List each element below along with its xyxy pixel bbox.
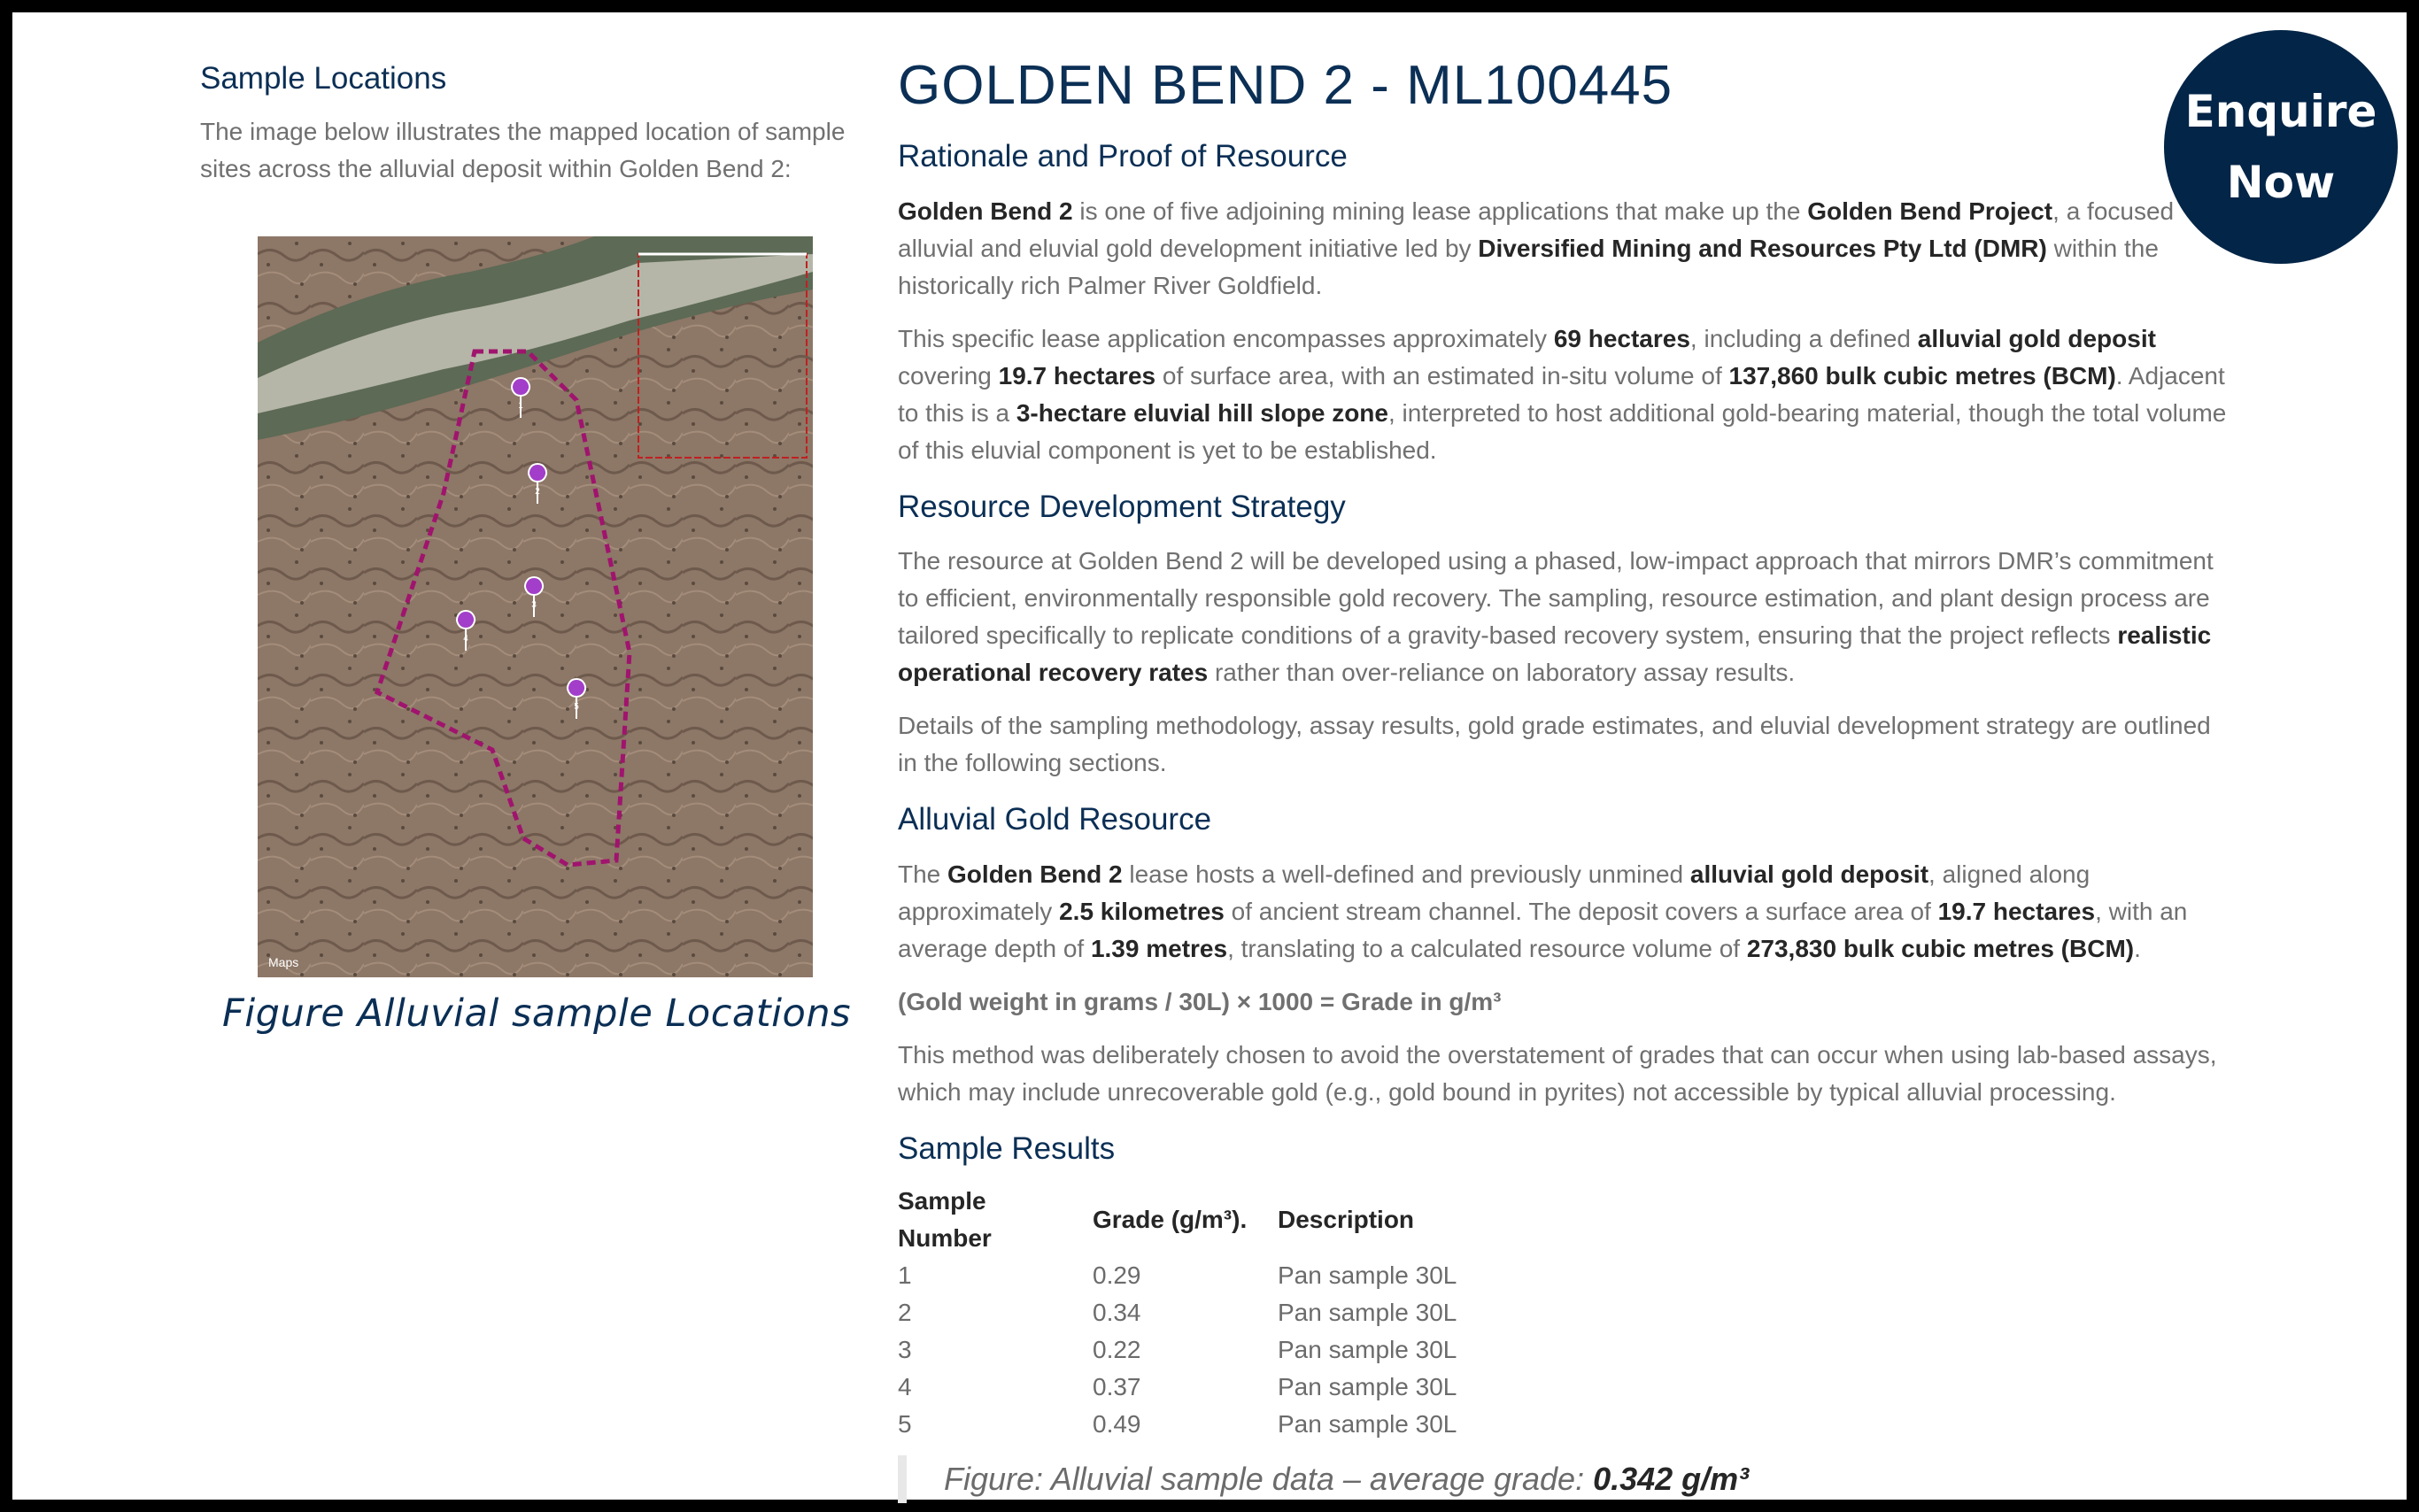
sample-number: 5 [898, 1410, 912, 1439]
page-title: GOLDEN BEND 2 - ML100445 [898, 55, 1673, 116]
sample-locations-intro: The image below illustrates the mapped location of sample sites across the alluvial deposit within Golden Bend 2: [200, 117, 846, 182]
sample-description: Pan sample 30L [1278, 1373, 1457, 1401]
alluvial-paragraph-2: This method was deliberately chosen to avoid the overstatement of grades that can occur when using lab-based assays, which may include unrecoverable gold (e.g., gold bound in pyrites) not accessible by typical alluvial processing. [898, 1040, 2217, 1106]
table-row [898, 1294, 1469, 1331]
map-marker-label: 4 [463, 634, 468, 644]
results-title: Sample Results [898, 1130, 1116, 1166]
sample-description: Pan sample 30L [1278, 1336, 1457, 1364]
sample-number: 3 [898, 1336, 912, 1364]
grade-formula: (Gold weight in grams / 30L) × 1000 = Grade in g/m³ [898, 987, 1502, 1015]
sample-number: 2 [898, 1299, 912, 1327]
sample-description: Pan sample 30L [1278, 1261, 1457, 1290]
table-row [898, 1406, 1469, 1443]
column-header: Grade (g/m³). [1093, 1206, 1248, 1234]
map-marker-label: 3 [531, 600, 537, 610]
map-figure-caption: Figure Alluvial sample Locations [222, 991, 851, 1036]
sample-grade: 0.34 [1093, 1299, 1141, 1327]
strategy-paragraph-2: Details of the sampling methodology, assay results, gold grade estimates, and eluvial development strategy are outlined in the following sections. [898, 712, 2211, 777]
map-marker-label: 2 [535, 487, 540, 497]
sample-number: 1 [898, 1261, 912, 1290]
sample-results-table [898, 1183, 1469, 1443]
table-row [898, 1369, 1469, 1406]
sample-locations-title: Sample Locations [200, 61, 447, 96]
sample-grade: 0.22 [1093, 1336, 1141, 1364]
sample-locations-panel [200, 55, 873, 1036]
sample-grade: 0.29 [1093, 1261, 1141, 1290]
rationale-title: Rationale and Proof of Resource [898, 139, 1348, 174]
table-row [898, 1331, 1469, 1369]
map-marker-label: 1 [518, 401, 523, 411]
strategy-title: Resource Development Strategy [898, 489, 1346, 524]
column-header: Sample Number [898, 1187, 992, 1253]
column-header: Description [1278, 1206, 1415, 1234]
alluvial-title: Alluvial Gold Resource [898, 802, 1212, 837]
rationale-paragraph-2: This specific lease application encompasses approximately 69 hectares, including a defined alluvial gold deposit covering 19.7 hectares of surface area, with an estimated in-situ volume of 137,860 bulk cubic metres (BCM). Adjacent to this is a 3-hectare eluvial hill slope zone, interpreted to host additional gold-bearing material, though the total volume of this eluvial component is yet to be established. [898, 324, 2227, 464]
sample-description: Pan sample 30L [1278, 1410, 1457, 1439]
sample-description: Pan sample 30L [1278, 1299, 1457, 1327]
map-watermark: Maps [268, 955, 299, 969]
sample-grade: 0.37 [1093, 1373, 1141, 1401]
map-marker-label: 5 [574, 702, 579, 712]
table-row [898, 1257, 1469, 1294]
table-header-row [898, 1183, 1469, 1257]
strategy-paragraph-1: The resource at Golden Bend 2 will be developed using a phased, low-impact approach that mirrors DMR’s commitment to efficient, environmentally responsible gold recovery. The sampling, resource estimation, and plant design process are tailored specifically to replicate conditions of a gravity-based recovery system, ensuring that the project reflects realistic operational recovery rates rather than over-reliance on laboratory assay results. [898, 547, 2214, 687]
enquire-line1: Enquire [2184, 86, 2377, 137]
enquire-line2: Now [2226, 157, 2336, 208]
main-content [898, 53, 2235, 1503]
satellite-map-image [258, 236, 813, 977]
alluvial-paragraph-1: The Golden Bend 2 lease hosts a well-defined and previously unmined alluvial gold deposit, aligned along approximately 2.5 kilometres of ancient stream channel. The deposit covers a surface area of 19.7 hectares, with an average depth of 1.39 metres, translating to a calculated resource volume of 273,830 bulk cubic metres (BCM). [898, 860, 2188, 962]
results-figure-caption: Figure: Alluvial sample data – average grade: 0.342 g/m³ [898, 1455, 2235, 1503]
sample-number: 4 [898, 1373, 912, 1401]
rationale-paragraph-1: Golden Bend 2 is one of five adjoining mining lease applications that make up the Golden Bend Project, a focused alluvial and eluvial gold development initiative led by Diversified Mining and Resources Pty Ltd (DMR) within the historically rich Palmer River Goldfield. [898, 197, 2175, 299]
sample-grade: 0.49 [1093, 1410, 1141, 1439]
